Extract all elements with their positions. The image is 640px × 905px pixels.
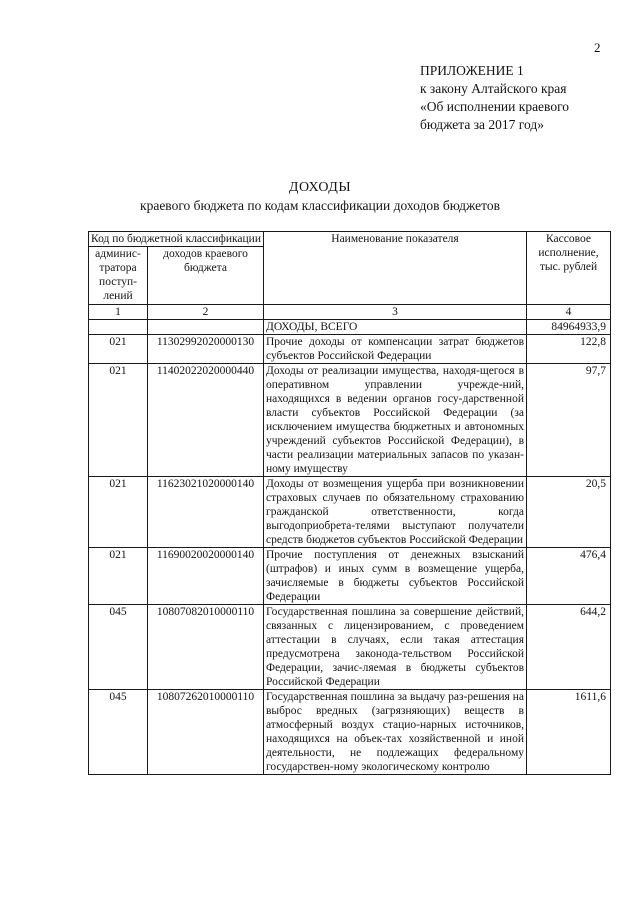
total-admin-cell [89,320,148,335]
income-code: 10807262010000110 [148,690,264,775]
header-code-group: Код по бюджетной классификации [89,232,264,247]
admin-code: 045 [89,605,148,690]
income-code: 11302992020000130 [148,335,264,364]
indicator-name: Государственная пошлина за совершение действий, связанных с лицензированием, с проведением аттестации в случаях, если такая аттестация предусмотрена законода-тельством Российской Федерации, зачис-ляемая в бюджеты субъектов Российской Федерации [264,605,527,690]
amount: 476,4 [527,548,611,605]
admin-code: 045 [89,690,148,775]
appendix-line-3: «Об исполнении краевого [420,99,570,114]
table-row [89,605,611,690]
indicator-name: Государственная пошлина за выдачу раз-решения на выброс вредных (загрязняющих) веществ в атмосферный воздух стацио-нарных источников, находящихся на объек-тах хозяйственной и иной деятельности, не подлежащих федеральному государствен-ному экологическому контролю [264,690,527,775]
document-title: ДОХОДЫ [288,180,352,195]
income-code: 10807082010000110 [148,605,264,690]
amount: 97,7 [527,364,611,477]
total-name: ДОХОДЫ, ВСЕГО [264,320,527,335]
table-row [89,335,611,364]
document-subtitle: краевого бюджета по кодам классификации доходов бюджетов [140,198,500,213]
amount: 20,5 [527,477,611,548]
page-number: 2 [594,40,601,55]
admin-code: 021 [89,335,148,364]
total-amount: 84964933,9 [527,320,611,335]
appendix-line-4: бюджета за 2017 год» [420,117,544,132]
admin-code: 021 [89,364,148,477]
table-row [89,477,611,548]
column-number: 2 [148,305,264,320]
income-code: 11690020020000140 [148,548,264,605]
column-number: 3 [264,305,527,320]
header-income-code: доходов краевого бюджета [148,247,264,305]
admin-code: 021 [89,548,148,605]
amount: 644,2 [527,605,611,690]
total-code-cell [148,320,264,335]
header-row-top [89,232,611,247]
indicator-name: Доходы от возмещения ущерба при возникновении страховых случаев по обязательному страхованию гражданской ответственности, когда выгодоприобрета-телями выступают получатели средств бюджетов субъектов Российской Федерации [264,477,527,548]
income-table [88,231,611,775]
indicator-name: Прочие доходы от компенсации затрат бюджетов субъектов Российской Федерации [264,335,527,364]
admin-code: 021 [89,477,148,548]
header-name: Наименование показателя [264,232,527,305]
appendix-block [420,62,569,134]
column-number: 1 [89,305,148,320]
column-number-row [89,305,611,320]
header-amount: Кассовое исполнение, тыс. рублей [527,232,611,305]
amount: 122,8 [527,335,611,364]
appendix-line-1: ПРИЛОЖЕНИЕ 1 [420,63,524,78]
indicator-name: Доходы от реализации имущества, находя-щегося в оперативном управлении учрежде-ний, находящихся в ведении органов госу-дарственной власти субъектов Российской Федерации (за исключением имущества бюджетных и автономных учреждений субъектов Российской Федерации), в части реализации материальных запасов по указан-ному имуществу [264,364,527,477]
indicator-name: Прочие поступления от денежных взысканий (штрафов) и иных сумм в возмещение ущерба, зачисляемые в бюджеты субъектов Российской Федерации [264,548,527,605]
total-row [89,320,611,335]
table-row [89,364,611,477]
appendix-line-2: к закону Алтайского края [420,81,567,96]
income-code: 11402022020000440 [148,364,264,477]
table-row [89,690,611,775]
amount: 1611,6 [527,690,611,775]
column-number: 4 [527,305,611,320]
table-row [89,548,611,605]
income-code: 11623021020000140 [148,477,264,548]
header-admin: админис-тратора поступ-лений [89,247,148,305]
